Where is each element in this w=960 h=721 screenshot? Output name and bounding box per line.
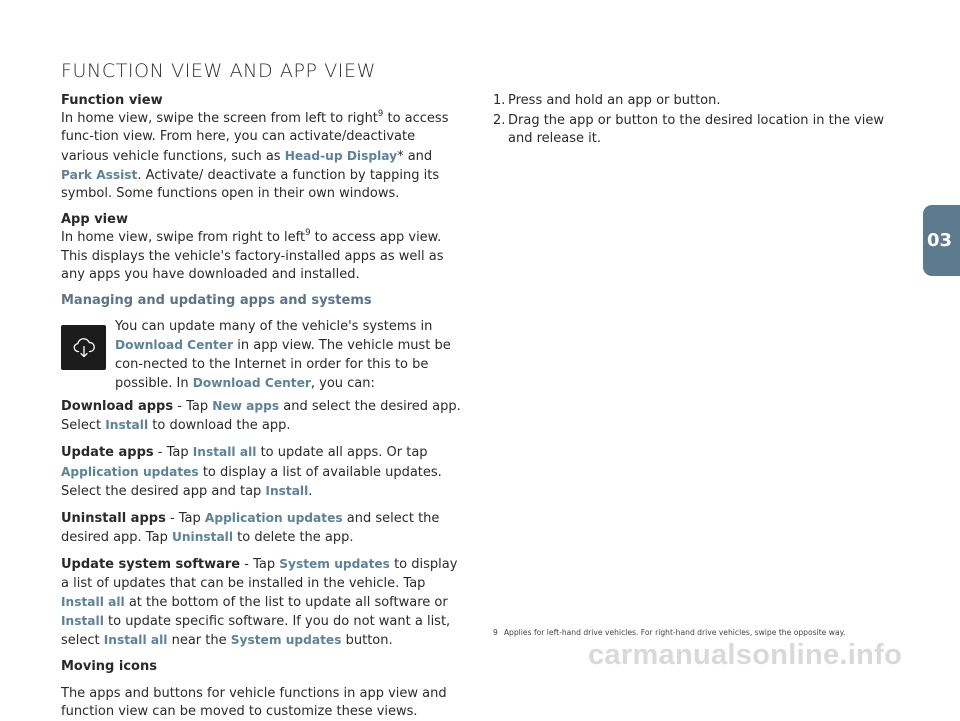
chapter-tab[interactable] bbox=[923, 205, 960, 276]
keyword-application-updates: Application updates bbox=[61, 464, 199, 479]
app-view-paragraph: In home view, swipe from right to left$^9$ to access app view. This displays the vehicle's factory-installed apps as well as any apps you have downloaded and installed. bbox=[61, 228, 444, 282]
update-apps-paragraph: Update apps - Tap Install all to update all apps. Or tap Application updates to display a list of available updates. Select the desired app and tap Install. bbox=[61, 445, 442, 499]
list-item: 2. Drag the app or button to the desired location in the view and release it. bbox=[493, 113, 885, 147]
keyword-download-center: Download Center bbox=[192, 375, 311, 390]
page-title: FUNCTION VIEW AND APP VIEW bbox=[61, 60, 376, 82]
watermark: carmanualsonline.info bbox=[588, 639, 903, 671]
update-apps-label: Update apps bbox=[61, 445, 154, 461]
keyword-system-updates: System updates bbox=[230, 633, 342, 648]
asterisk: * bbox=[397, 148, 404, 164]
managing-heading: Managing and updating apps and systems bbox=[61, 293, 372, 309]
uninstall-apps-paragraph: Uninstall apps - Tap Application updates and select the desired app. Tap Uninstall to delete the app. bbox=[61, 511, 440, 546]
list-item: 1. Press and hold an app or button. bbox=[493, 93, 721, 108]
footnote bbox=[493, 628, 903, 637]
right-column bbox=[493, 92, 893, 151]
footnote-number: 9 bbox=[493, 628, 498, 637]
moving-icons-paragraph: The apps and buttons for vehicle functions in app view and function view can be moved to customize these views. bbox=[61, 685, 447, 719]
update-system-label: Update system software bbox=[61, 557, 241, 573]
footnote-ref: 9 bbox=[377, 109, 384, 120]
footnote-text: Applies for left-hand drive vehicles. For right-hand drive vehicles, swipe the opposite way. bbox=[503, 628, 846, 637]
keyword-install: Install bbox=[105, 418, 149, 433]
keyword-system-updates: System updates bbox=[279, 557, 390, 572]
keyword-download-center: Download Center bbox=[115, 338, 234, 353]
keyword-new-apps: New apps bbox=[212, 399, 280, 414]
keyword-application-updates: Application updates bbox=[204, 511, 343, 526]
function-view-paragraph: In home view, swipe the screen from left to right$^9$ to access func-tion view. From here, you can activate/deactivate various vehicle functions, such as Head-up Display* and Park Assist. Activate/ deactivate a function by tapping its symbol. Some functions open in their own windows. bbox=[61, 109, 449, 202]
left-column bbox=[61, 92, 466, 721]
download-apps-paragraph: Download apps - Tap New apps and select the desired app. Select Install to download the app. bbox=[61, 399, 461, 434]
uninstall-apps-label: Uninstall apps bbox=[61, 511, 166, 527]
keyword-install: Install bbox=[61, 614, 104, 629]
moving-icons-heading: Moving icons bbox=[61, 659, 157, 675]
keyword-uninstall: Uninstall bbox=[171, 530, 234, 545]
download-apps-label: Download apps bbox=[61, 399, 174, 415]
keyword-install-all: Install all bbox=[192, 445, 257, 460]
managing-paragraph: You can update many of the vehicle's systems in Download Center in app view. The vehicle must be con-nected to the Internet in order for this to be possible. In Download Center, you can: bbox=[115, 319, 451, 391]
keyword-install: Install bbox=[265, 483, 309, 498]
keyword-install-all: Install all bbox=[61, 594, 125, 609]
chapter-number: 03 bbox=[927, 230, 953, 251]
download-center-block bbox=[61, 318, 466, 393]
download-center-icon bbox=[61, 325, 106, 370]
keyword-head-up-display: Head-up Display bbox=[284, 148, 398, 163]
keyword-install-all: Install all bbox=[103, 633, 168, 648]
steps-list bbox=[493, 92, 893, 149]
function-view-heading: Function view bbox=[61, 93, 163, 108]
update-system-paragraph: Update system software - Tap System updates to display a list of updates that can be installed in the vehicle. Tap Install all at the bottom of the list to update all software or Install to update specific software. If you do not want a list, select Install all near the System updates button. bbox=[61, 557, 458, 649]
footnote-ref: 9 bbox=[305, 228, 311, 239]
keyword-park-assist: Park Assist bbox=[61, 167, 138, 182]
app-view-heading: App view bbox=[61, 212, 128, 228]
